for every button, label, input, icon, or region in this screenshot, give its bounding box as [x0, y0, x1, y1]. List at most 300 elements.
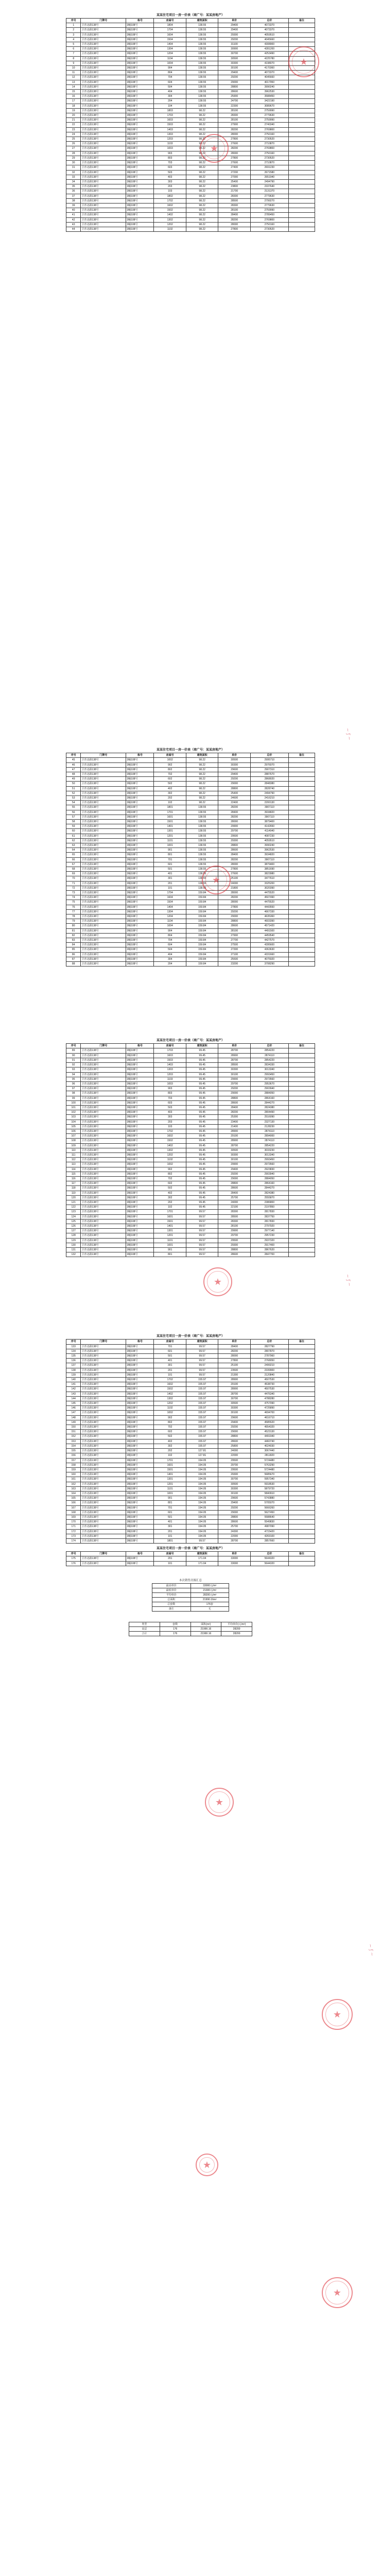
note-cell — [288, 108, 315, 113]
area-cell: 138.55 — [186, 42, 218, 47]
room-number-cell: 904 — [154, 66, 186, 71]
room-number-cell: 801 — [154, 1252, 186, 1257]
building-cell: 3幢108号 — [126, 217, 154, 222]
area-cell: 99.45 — [186, 1100, 218, 1105]
area-cell: 194.05 — [186, 1486, 218, 1491]
building-cell: 3幢108号 — [126, 1444, 154, 1448]
column-header: 门牌号 — [81, 1044, 126, 1048]
area-cell: 194.05 — [186, 1467, 218, 1472]
door-number-cell: 卫青北路138号 — [81, 1143, 126, 1148]
total-price-cell: 3020390 — [250, 886, 288, 890]
door-number-cell: 卫青北路138号 — [81, 227, 126, 231]
area-cell: 98.22 — [186, 170, 218, 175]
note-cell — [288, 1501, 315, 1505]
room-number-cell: 1203 — [154, 1072, 186, 1077]
column-header: 备注 — [288, 753, 315, 758]
column-header: 单价 — [218, 19, 251, 23]
note-cell — [288, 151, 315, 156]
door-number-cell: 卫青北路138号 — [81, 165, 126, 170]
door-number-cell: 卫青北路138号 — [81, 1252, 126, 1257]
price-table — [66, 18, 315, 232]
area-cell: 138.55 — [186, 824, 218, 829]
total-price-cell: 2730520 — [250, 156, 288, 160]
room-number-cell: 1402 — [154, 213, 186, 217]
note-cell — [288, 834, 315, 838]
seq-cell: 152 — [66, 1434, 81, 1439]
note-cell — [288, 84, 315, 89]
total-price-cell: 2844270 — [250, 1186, 288, 1191]
table-row — [66, 23, 315, 28]
door-number-cell: 卫青北路138号 — [81, 80, 126, 84]
area-cell: 159.84 — [186, 905, 218, 909]
note-cell — [288, 947, 315, 952]
seq-cell: 6 — [66, 47, 81, 52]
seq-cell: 124 — [66, 1214, 81, 1219]
unit-price-cell: 28300 — [218, 203, 251, 208]
door-number-cell: 卫青北路138号 — [81, 1134, 126, 1139]
area-cell: 194.05 — [186, 1477, 218, 1482]
door-number-cell: 卫青北路138号 — [81, 1515, 126, 1519]
note-cell — [288, 1105, 315, 1110]
door-number-cell: 卫青北路138号 — [81, 772, 126, 776]
note-cell — [288, 1392, 315, 1396]
door-number-cell: 卫青北路138号 — [81, 758, 126, 762]
summary-foot-column-header: 面积(m²) — [190, 1622, 221, 1626]
area-cell: 171.04 — [186, 1556, 218, 1561]
seq-cell: 102 — [66, 1110, 81, 1115]
table-row — [66, 1172, 315, 1176]
table-row — [66, 1139, 315, 1143]
table-row — [66, 175, 315, 179]
building-cell: 3幢108号 — [126, 1382, 154, 1387]
note-cell — [288, 1224, 315, 1229]
seq-cell: 143 — [66, 1392, 81, 1396]
table-row — [66, 848, 315, 853]
room-number-cell: 1003 — [154, 146, 186, 151]
column-header: 门牌号 — [81, 1552, 126, 1556]
door-number-cell: 卫青北路138号 — [81, 1482, 126, 1486]
seq-cell: 38 — [66, 198, 81, 203]
building-cell: 3幢108号 — [126, 123, 154, 127]
table-row — [66, 132, 315, 137]
column-header: 栋号 — [126, 1552, 154, 1556]
unit-price-cell: 28900 — [218, 1139, 251, 1143]
room-number-cell: 403 — [154, 1110, 186, 1115]
seq-cell: 8 — [66, 56, 81, 61]
building-cell: 3幢108号 — [126, 886, 154, 890]
summary-foot-cell: 176 — [160, 1631, 190, 1636]
unit-price-cell: 30500 — [218, 1482, 251, 1486]
seq-cell: 81 — [66, 928, 81, 933]
door-number-cell: 卫青北路138号 — [81, 1120, 126, 1124]
area-cell: 138.55 — [186, 867, 218, 872]
area-cell: 99.45 — [186, 1067, 218, 1072]
door-number-cell: 卫青北路138号 — [81, 1115, 126, 1120]
seq-cell: 18 — [66, 104, 81, 108]
seq-cell: 19 — [66, 108, 81, 113]
table-row — [66, 782, 315, 786]
room-number-cell: 302 — [154, 791, 186, 795]
unit-price-cell: 25100 — [218, 1363, 251, 1368]
building-cell: 3幢108号 — [126, 962, 154, 967]
seq-cell: 107 — [66, 1134, 81, 1139]
total-price-cell: 4170360 — [250, 66, 288, 71]
area-cell: 99.45 — [186, 1139, 218, 1143]
total-price-cell: 4585520 — [250, 1420, 288, 1425]
building-cell: 3幢108号 — [126, 1148, 154, 1153]
unit-price-cell: 28400 — [218, 810, 251, 815]
note-cell — [288, 1449, 315, 1453]
total-price-cell: 2769800 — [250, 217, 288, 222]
room-number-cell: 901 — [154, 1496, 186, 1501]
door-number-cell: 卫青北路138号 — [81, 876, 126, 881]
room-number-cell: 1803 — [154, 108, 186, 113]
room-number-cell: 502 — [154, 1434, 186, 1439]
note-cell — [288, 137, 315, 142]
unit-price-cell: 28200 — [218, 1110, 251, 1115]
area-cell: 159.84 — [186, 952, 218, 957]
unit-price-cell: 29300 — [218, 1472, 251, 1477]
area-cell: 159.84 — [186, 900, 218, 905]
table-header-row — [66, 753, 315, 758]
unit-price-cell: 28700 — [218, 1048, 251, 1053]
official-seal: ★ — [203, 1267, 232, 1296]
total-price-cell: 2864160 — [250, 1181, 288, 1186]
room-number-cell: 1202 — [154, 1401, 186, 1406]
note-cell — [288, 132, 315, 137]
building-cell: 3幢108号 — [126, 928, 154, 933]
door-number-cell: 卫青北路138号 — [81, 777, 126, 782]
door-number-cell: 卫青北路138号 — [81, 1219, 126, 1224]
seq-cell: 64 — [66, 848, 81, 853]
room-number-cell: 1103 — [154, 1077, 186, 1081]
unit-price-cell: 28100 — [218, 208, 251, 213]
unit-price-cell: 28900 — [218, 1378, 251, 1382]
building-cell: 3幢108号 — [126, 1556, 154, 1561]
table-row — [66, 1411, 315, 1415]
room-number-cell: 1002 — [154, 1411, 186, 1415]
sheet-1 — [0, 0, 381, 232]
summary-row — [152, 1583, 229, 1588]
seq-cell: 116 — [66, 1176, 81, 1181]
unit-price-cell: 21300 — [218, 1372, 251, 1377]
area-cell: 138.55 — [186, 90, 218, 94]
seq-cell: 146 — [66, 1406, 81, 1411]
door-number-cell: 卫青北路138号 — [81, 1162, 126, 1167]
door-number-cell: 卫青北路138号 — [81, 810, 126, 815]
door-number-cell: 卫青北路138号 — [81, 1349, 126, 1353]
door-number-cell: 卫青北路138号 — [81, 175, 126, 179]
seq-cell: 22 — [66, 123, 81, 127]
summary-foot-cell: 高层 — [129, 1626, 160, 1631]
seq-cell: 48 — [66, 772, 81, 776]
building-cell: 3幢108号 — [126, 853, 154, 857]
total-price-cell: 2995710 — [250, 758, 288, 762]
note-cell — [288, 1556, 315, 1561]
total-price-cell: 2874110 — [250, 1053, 288, 1058]
unit-price-cell: 30300 — [218, 1406, 251, 1411]
area-cell: 194.05 — [186, 1463, 218, 1467]
table-row — [66, 933, 315, 938]
unit-price-cell: 27800 — [218, 867, 251, 872]
room-number-cell: 802 — [154, 767, 186, 772]
seq-cell: 109 — [66, 1143, 81, 1148]
seq-cell: 154 — [66, 1444, 81, 1448]
seq-cell: 12 — [66, 75, 81, 80]
room-number-cell: 901 — [154, 1248, 186, 1252]
building-cell: 3幢108号 — [126, 1243, 154, 1247]
door-number-cell: 卫青北路138号 — [81, 938, 126, 943]
total-price-cell: 4507530 — [250, 1387, 288, 1392]
building-cell: 3幢108号 — [126, 1354, 154, 1359]
unit-price-cell: 28300 — [218, 113, 251, 118]
area-cell: 99.45 — [186, 1195, 218, 1200]
door-number-cell: 卫青北路138号 — [81, 1486, 126, 1491]
area-cell: 138.55 — [186, 834, 218, 838]
room-number-cell: 202 — [154, 795, 186, 800]
unit-price-cell: 29100 — [218, 1134, 251, 1139]
total-price-cell: 3907110 — [250, 805, 288, 810]
total-price-cell: 2817830 — [250, 1219, 288, 1224]
total-price-cell: 4059510 — [250, 32, 288, 37]
building-cell: 3幢108号 — [126, 947, 154, 952]
table-row — [66, 853, 315, 857]
room-number-cell: 1601 — [154, 1214, 186, 1219]
room-number-cell: 1301 — [154, 1477, 186, 1482]
door-number-cell: 卫青北路138号 — [81, 52, 126, 56]
table-row — [66, 1072, 315, 1077]
table-row — [66, 1344, 315, 1349]
building-cell: 3幢108号 — [126, 1053, 154, 1058]
note-cell — [288, 1058, 315, 1062]
building-cell: 3幢108号 — [126, 1143, 154, 1148]
note-cell — [288, 165, 315, 170]
room-number-cell: 1502 — [154, 1387, 186, 1392]
building-cell: 3幢108号 — [126, 772, 154, 776]
seq-cell: 162 — [66, 1482, 81, 1486]
table-row — [66, 1439, 315, 1444]
table-row — [66, 108, 315, 113]
unit-price-cell: 29200 — [218, 37, 251, 42]
table-row — [66, 1491, 315, 1496]
note-cell — [288, 1233, 315, 1238]
room-number-cell: 1001 — [154, 1491, 186, 1496]
seq-cell: 24 — [66, 132, 81, 137]
room-number-cell: 301 — [154, 1524, 186, 1529]
table-row — [66, 810, 315, 815]
seq-cell: 7 — [66, 52, 81, 56]
total-price-cell: 5705070 — [250, 1501, 288, 1505]
note-cell — [288, 943, 315, 947]
note-cell — [288, 1372, 315, 1377]
building-cell: 3幢108号 — [126, 1238, 154, 1243]
note-cell — [288, 80, 315, 84]
unit-price-cell: 28800 — [218, 919, 251, 924]
room-number-cell: 704 — [154, 938, 186, 943]
sheet-4 — [0, 1257, 381, 1544]
summary-foot-column-header: 类型 — [129, 1622, 160, 1626]
unit-price-cell: 28300 — [218, 1219, 251, 1224]
building-cell: 3幢108号 — [126, 1067, 154, 1072]
table-row — [66, 208, 315, 213]
table-row — [66, 198, 315, 203]
summary-foot-cell: 21990.16 — [190, 1626, 221, 1631]
note-cell — [288, 1067, 315, 1072]
summary-foot-cell: 21990.16 — [190, 1631, 221, 1636]
note-cell — [288, 1063, 315, 1067]
area-cell: 98.22 — [186, 777, 218, 782]
seq-cell: 95 — [66, 1077, 81, 1081]
area-cell: 99.45 — [186, 1105, 218, 1110]
building-cell: 3幢108号 — [126, 1396, 154, 1401]
building-cell: 3幢108号 — [126, 198, 154, 203]
building-cell: 3幢108号 — [126, 957, 154, 961]
building-cell: 3幢108号 — [126, 824, 154, 829]
note-cell — [288, 142, 315, 146]
room-number-cell: 1502 — [154, 208, 186, 213]
seq-cell: 43 — [66, 222, 81, 227]
door-number-cell: 卫青北路138号 — [81, 1233, 126, 1238]
room-number-cell: 1401 — [154, 824, 186, 829]
building-cell: 3幢108号 — [126, 1472, 154, 1477]
door-number-cell: 卫青北路138号 — [81, 909, 126, 914]
door-number-cell: 卫青北路138号 — [81, 962, 126, 967]
area-cell: 194.05 — [186, 1515, 218, 1519]
seq-cell: 10 — [66, 66, 81, 71]
table-row — [66, 1067, 315, 1072]
room-number-cell: 1302 — [154, 217, 186, 222]
total-price-cell: 4987090 — [250, 1524, 288, 1529]
building-cell: 3幢108号 — [126, 1453, 154, 1458]
total-price-cell: 2200130 — [250, 801, 288, 805]
room-number-cell: 1602 — [154, 1134, 186, 1139]
area-cell: 159.84 — [186, 962, 218, 967]
total-price-cell: 5644320 — [250, 1556, 288, 1561]
note-cell — [288, 1205, 315, 1210]
room-number-cell: 1101 — [154, 838, 186, 843]
table-row — [66, 1238, 315, 1243]
area-cell: 99.45 — [186, 1115, 218, 1120]
area-cell: 98.22 — [186, 198, 218, 203]
room-number-cell: 1303 — [154, 132, 186, 137]
table-row — [66, 56, 315, 61]
door-number-cell: 卫青北路138号 — [81, 1363, 126, 1368]
seq-cell: 122 — [66, 1205, 81, 1210]
total-price-cell: 2903940 — [250, 1087, 288, 1091]
unit-price-cell: 29700 — [218, 829, 251, 834]
door-number-cell: 卫青北路138号 — [81, 762, 126, 767]
seq-cell: 66 — [66, 857, 81, 862]
seq-cell: 98 — [66, 1091, 81, 1096]
room-number-cell: 301 — [154, 876, 186, 881]
area-cell: 171.04 — [186, 1561, 218, 1566]
building-cell: 3幢108号 — [126, 1167, 154, 1172]
note-cell — [288, 1214, 315, 1219]
total-price-cell: 4491940 — [250, 1434, 288, 1439]
total-price-cell: 2824380 — [250, 1191, 288, 1195]
total-price-cell: 2854220 — [250, 1143, 288, 1148]
unit-price-cell: 30500 — [218, 758, 251, 762]
table-row — [66, 862, 315, 867]
total-price-cell: 2691230 — [250, 165, 288, 170]
area-cell: 98.22 — [186, 179, 218, 184]
building-cell: 3幢108号 — [126, 1048, 154, 1053]
table-row — [66, 957, 315, 961]
total-price-cell: 3823980 — [250, 872, 288, 876]
unit-price-cell: 31100 — [218, 42, 251, 47]
table-row — [66, 1205, 315, 1210]
area-cell: 138.55 — [186, 66, 218, 71]
sheet-3 — [0, 967, 381, 1257]
building-cell: 3幢108号 — [126, 1100, 154, 1105]
total-price-cell: 4281200 — [250, 47, 288, 52]
table-row — [66, 1430, 315, 1434]
door-number-cell: 卫青北路138号 — [81, 1058, 126, 1062]
unit-price-cell: 29100 — [218, 1382, 251, 1387]
table-row — [66, 1081, 315, 1086]
table-row — [66, 919, 315, 924]
note-cell — [288, 838, 315, 843]
door-number-cell: 卫青北路138号 — [81, 767, 126, 772]
door-number-cell: 卫青北路138号 — [81, 1091, 126, 1096]
unit-price-cell: 29700 — [218, 1081, 251, 1086]
door-number-cell: 卫青北路138号 — [81, 170, 126, 175]
unit-price-cell: 28500 — [218, 198, 251, 203]
sheet-title: 某某住宅项目一房一价表（商广号：某某房地产） — [156, 1547, 224, 1551]
room-number-cell: 1402 — [154, 1143, 186, 1148]
total-price-cell: 4308900 — [250, 42, 288, 47]
total-price-cell: 5879720 — [250, 1486, 288, 1491]
note-cell — [288, 1100, 315, 1105]
area-cell: 194.05 — [186, 1496, 218, 1501]
note-cell — [288, 1363, 315, 1368]
building-cell: 3幢108号 — [126, 1449, 154, 1453]
note-cell — [288, 857, 315, 862]
unit-price-cell: 28000 — [218, 891, 251, 895]
seq-cell: 77 — [66, 909, 81, 914]
seq-cell: 118 — [66, 1186, 81, 1191]
room-number-cell: 1701 — [154, 810, 186, 815]
room-number-cell: 1401 — [154, 1472, 186, 1477]
building-cell: 3幢108号 — [126, 829, 154, 834]
seq-cell: 91 — [66, 1058, 81, 1062]
unit-price-cell: 30100 — [218, 1072, 251, 1077]
table-row — [66, 758, 315, 762]
area-cell: 99.45 — [186, 1129, 218, 1133]
official-seal: ★ — [322, 1999, 353, 2030]
door-number-cell: 卫青北路138号 — [81, 1081, 126, 1086]
total-price-cell: 5588640 — [250, 1515, 288, 1519]
summary-label: 总面积 — [152, 1597, 191, 1602]
total-price-cell: 2857660 — [250, 1538, 288, 1543]
building-cell: 3幢108号 — [126, 1477, 154, 1482]
summary-row — [152, 1592, 229, 1597]
building-cell: 3幢108号 — [126, 777, 154, 782]
table-row — [66, 1444, 315, 1448]
seq-cell: 172 — [66, 1529, 81, 1534]
note-cell — [288, 194, 315, 198]
unit-price-cell: 29400 — [218, 28, 251, 32]
table-row — [66, 179, 315, 184]
unit-price-cell: 28500 — [218, 1214, 251, 1219]
building-cell: 3幢108号 — [126, 900, 154, 905]
official-seal: ★ — [288, 46, 319, 77]
seq-cell: 82 — [66, 933, 81, 938]
total-price-cell: 4507530 — [250, 1378, 288, 1382]
column-header: 序号 — [66, 1340, 81, 1344]
table-row — [66, 1496, 315, 1501]
unit-price-cell: 28600 — [218, 90, 251, 94]
